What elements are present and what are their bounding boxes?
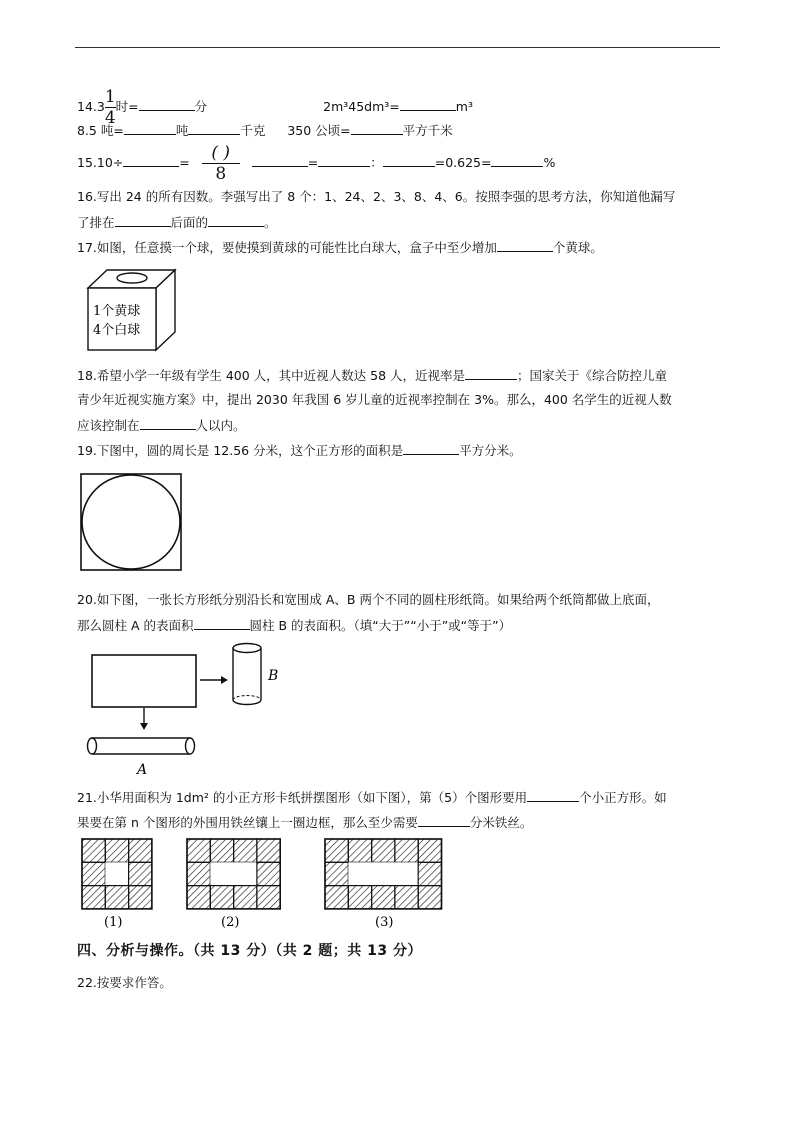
- tile-square: [257, 839, 280, 862]
- frac-numerator[interactable]: ( ): [211, 143, 231, 163]
- q15-prefix: 15.10÷: [77, 155, 124, 170]
- cylinder-figure: [82, 640, 292, 780]
- q14b-b-unit: 平方千米: [402, 123, 453, 138]
- tile-square: [418, 886, 441, 909]
- q17-text: 个黄球。: [552, 240, 603, 255]
- q19-text: 平方分米。: [459, 443, 522, 458]
- q22-text: 22.按要求作答。: [77, 975, 172, 990]
- paper-rectangle: [92, 655, 196, 707]
- empty-cell: [395, 862, 418, 885]
- q14b-line: [77, 121, 453, 140]
- label-b: B: [268, 668, 279, 684]
- q20-text: 那么圆柱 A 的表面积: [77, 618, 194, 633]
- q14b-b-prefix: 350 公顷=: [287, 123, 351, 138]
- q17-line: [77, 238, 603, 257]
- empty-cell: [372, 862, 395, 885]
- frac-denominator: 8: [215, 164, 227, 184]
- tile-square: [187, 862, 210, 885]
- tile-square: [257, 862, 280, 885]
- q18-text: 18.希望小学一年级有学生 400 人，其中近视人数达 58 人，近视率是: [77, 368, 466, 383]
- q20-line2: [77, 616, 511, 635]
- q21-text: 果要在第 n 个图形的外围用铁丝镶上一圈边框，那么至少需要: [77, 815, 418, 830]
- answer-blank[interactable]: [351, 121, 403, 135]
- cylinder-b: [233, 644, 261, 705]
- tile-square: [348, 886, 371, 909]
- q14-mid: 时=: [115, 99, 139, 114]
- tile-square: [210, 839, 233, 862]
- frac-numerator: 1: [104, 87, 116, 107]
- tile-square: [187, 839, 210, 862]
- tile-square: [325, 862, 348, 885]
- q19-text: 19.下图中，圆的周长是 12.56 分米，这个正方形的面积是: [77, 443, 404, 458]
- answer-blank[interactable]: [208, 213, 264, 227]
- q15-percent: %: [543, 155, 556, 170]
- tile-square: [129, 862, 152, 885]
- answer-blank[interactable]: [465, 366, 517, 380]
- cylinder-a: [88, 738, 195, 754]
- tile-pattern-figures: [80, 836, 450, 932]
- tile-square: [395, 839, 418, 862]
- frac-denominator: 4: [104, 108, 116, 128]
- q15-fraction: [202, 144, 240, 183]
- tile-square: [82, 862, 105, 885]
- q18-line3: [77, 416, 246, 435]
- tile-square: [372, 839, 395, 862]
- q18-line2: 青少年近视实施方案》中，提出 2030 年我国 6 岁儿童的近视率控制在 3%。那么，400 名学生的近视人数: [77, 392, 672, 407]
- q14b-unit: 千克: [240, 123, 266, 138]
- q21-line2: [77, 813, 532, 832]
- q15-eq: =0.625=: [434, 155, 492, 170]
- answer-blank[interactable]: [139, 97, 195, 111]
- answer-blank[interactable]: [491, 153, 543, 167]
- answer-blank[interactable]: [400, 97, 456, 111]
- q15-colon: ：: [370, 155, 383, 170]
- tile-square: [395, 886, 418, 909]
- q20-line1: 20.如下图，一张长方形纸分别沿长和宽围成 A、B 两个不同的圆柱形纸筒。如果给两个纸筒都做上底面，: [77, 592, 660, 607]
- q14b-prefix: 8.5 吨=: [77, 123, 124, 138]
- tile-square: [129, 886, 152, 909]
- q16-line2: [77, 213, 277, 232]
- tile-square: [234, 839, 257, 862]
- tile-square: [348, 839, 371, 862]
- answer-blank[interactable]: [403, 441, 459, 455]
- q18-text: 应该控制在: [77, 418, 140, 433]
- tile-square: [325, 886, 348, 909]
- empty-cell: [105, 862, 128, 885]
- figure-label-2: (2): [221, 915, 240, 930]
- header-rule: [75, 47, 720, 48]
- q15-line: [77, 144, 555, 183]
- q14-b-prefix: 2m³45dm³=: [323, 99, 400, 114]
- q18-text: 人以内。: [195, 418, 246, 433]
- answer-blank[interactable]: [140, 416, 196, 430]
- box-label-white: 4个白球: [93, 323, 141, 338]
- answer-blank[interactable]: [124, 121, 176, 135]
- figure-label-1: (1): [104, 915, 123, 930]
- q21-text: 个小正方形。如: [579, 790, 667, 805]
- tile-square: [129, 839, 152, 862]
- tile-square: [418, 862, 441, 885]
- tile-square: [372, 886, 395, 909]
- figure-label-3: (3): [375, 915, 394, 930]
- q20-text: 圆柱 B 的表面积。（填“大于”“小于”或“等于”）: [249, 618, 512, 633]
- tile-square: [187, 886, 210, 909]
- tile-square: [82, 839, 105, 862]
- q14-prefix: 14.3: [77, 99, 105, 114]
- box-label-yellow: 1个黄球: [93, 304, 141, 319]
- q19-line: [77, 441, 522, 460]
- q17-text: 17.如图，任意摸一个球，要使摸到黄球的可能性比白球大，盒子中至少增加: [77, 240, 497, 255]
- q18-text: ；国家关于《综合防控儿童: [517, 368, 668, 383]
- answer-blank[interactable]: [252, 153, 308, 167]
- box-opening: [117, 273, 147, 283]
- q21-line1: [77, 788, 667, 807]
- tile-square: [325, 839, 348, 862]
- q14-b-unit: m³: [455, 99, 473, 114]
- circle-in-square-figure: [80, 473, 184, 571]
- answer-blank[interactable]: [115, 213, 171, 227]
- tile-square: [105, 839, 128, 862]
- answer-blank[interactable]: [497, 238, 553, 252]
- tile-square: [210, 886, 233, 909]
- answer-blank[interactable]: [383, 153, 435, 167]
- answer-blank[interactable]: [188, 121, 240, 135]
- empty-cell: [348, 862, 371, 885]
- answer-blank[interactable]: [318, 153, 370, 167]
- label-a: A: [137, 762, 148, 778]
- q15-eq: =: [179, 155, 190, 170]
- q14b-mid: 吨: [175, 123, 189, 138]
- section-heading: 四、分析与操作。（共 13 分）（共 2 题；共 13 分）: [77, 943, 422, 959]
- empty-cell: [234, 862, 257, 885]
- tile-square: [105, 886, 128, 909]
- q16-text: 后面的: [170, 215, 209, 230]
- answer-blank[interactable]: [194, 616, 250, 630]
- q21-text: 21.小华用面积为 1dm² 的小正方形卡纸拼摆图形（如下图），第（5）个图形要用: [77, 790, 528, 805]
- tile-square: [418, 839, 441, 862]
- q16-text: 。: [264, 215, 277, 230]
- ball-box-figure: [82, 264, 182, 350]
- q18-line1: [77, 366, 667, 385]
- q15-eq: =: [307, 155, 319, 170]
- q14-unit: 分: [194, 99, 208, 114]
- tile-square: [82, 886, 105, 909]
- q21-text: 分米铁丝。: [469, 815, 533, 830]
- empty-cell: [210, 862, 233, 885]
- tile-square: [257, 886, 280, 909]
- tile-square: [234, 886, 257, 909]
- answer-blank[interactable]: [527, 788, 579, 802]
- answer-blank[interactable]: [123, 153, 179, 167]
- answer-blank[interactable]: [418, 813, 470, 827]
- q16-line1: 16.写出 24 的所有因数。李强写出了 8 个：1、24、2、3、8、4、6。按照李强的思考方法，你知道他漏写: [77, 189, 676, 204]
- q16-text: 了排在: [77, 215, 115, 230]
